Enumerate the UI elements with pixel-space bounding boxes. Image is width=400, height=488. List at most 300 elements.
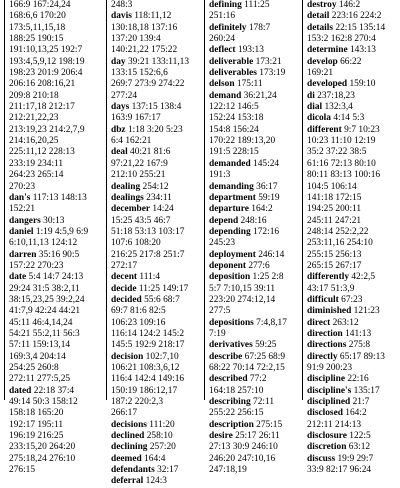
- index-entry: [111, 431, 201, 442]
- page-references: 248:16: [238, 215, 267, 226]
- index-continuation: 206:16 208:16,21: [9, 79, 76, 90]
- index-term: directions: [307, 340, 347, 351]
- index-term: demanded: [209, 158, 251, 169]
- page-references: 22:15 135:14: [333, 22, 386, 33]
- index-term: deflect: [209, 45, 236, 56]
- page-references: 159:10: [347, 79, 376, 90]
- page-references: 173:19: [256, 68, 286, 79]
- index-entry: [9, 227, 103, 238]
- index-continuation: 272:17: [111, 260, 138, 271]
- page-references: 39:21 133:11,13: [125, 56, 190, 67]
- index-term: depend: [209, 215, 239, 226]
- page-references: 72:11: [250, 397, 275, 408]
- index-continuation: 6:4 162:21: [111, 136, 152, 147]
- page-references: 275:15: [253, 419, 283, 430]
- page-references: 67:23: [338, 294, 363, 305]
- page-references: 21:7: [350, 397, 370, 408]
- page-references: 172:16: [250, 226, 280, 237]
- page-references: 234:11: [143, 192, 172, 203]
- page-references: 173:21: [253, 56, 282, 67]
- index-continuation: 266:17: [111, 408, 138, 419]
- index-term: deliverables: [209, 68, 257, 79]
- index-term: decisions: [111, 419, 147, 430]
- index-entry: [307, 397, 397, 408]
- index-entry: [9, 272, 103, 283]
- index-entry: [307, 352, 397, 363]
- index-entry: [209, 227, 299, 238]
- index-term: daniel: [9, 226, 34, 237]
- index-term: davis: [111, 11, 132, 22]
- index-term: disciplined: [307, 397, 351, 408]
- page-references: 25:17 26:11: [232, 431, 280, 442]
- index-entry: [209, 340, 299, 351]
- page-references: 117:13 148:13: [30, 192, 87, 203]
- index-entry: [307, 102, 397, 113]
- index-entry: [307, 318, 397, 329]
- index-entry: [307, 113, 397, 124]
- index-term: declined: [111, 431, 145, 442]
- page-references: 66:22: [337, 56, 362, 67]
- page-references: 59:25: [252, 340, 277, 351]
- index-entry: [307, 454, 397, 465]
- index-term: derivatives: [209, 340, 253, 351]
- index-continuation: 223:20 274:12,14: [209, 294, 276, 305]
- index-term: decided: [111, 294, 142, 305]
- index-continuation: 152:21: [9, 204, 36, 215]
- index-term: desire: [209, 431, 233, 442]
- page-references: 223:16 224:2: [329, 11, 382, 22]
- index-continuation: 269:7 273:9 274:22: [111, 79, 185, 90]
- index-term: dial: [307, 102, 323, 113]
- page-references: 258:10: [144, 431, 173, 442]
- index-continuation: 272:11 277:5,25: [9, 374, 71, 385]
- index-continuation: 225:11,12 228:13: [9, 147, 75, 158]
- page-references: 111:20: [146, 419, 175, 430]
- index-term: detail: [307, 11, 330, 22]
- index-continuation: 265:15 267:17: [307, 260, 362, 271]
- index-entry: [209, 352, 299, 363]
- index-continuation: 164:18 257:10: [209, 385, 264, 396]
- page-references: 254:12: [140, 181, 169, 192]
- index-entry: [209, 91, 299, 102]
- index-continuation: 35:2 37:22 38:5: [307, 147, 367, 158]
- index-continuation: 213:19,23 214:2,7,9: [9, 124, 85, 135]
- page-references: 65:17 89:13: [337, 351, 385, 362]
- index-entry: [111, 193, 201, 204]
- index-continuation: 168:6,6 170:20: [9, 11, 66, 22]
- index-continuation: 188:25 190:15: [9, 34, 64, 45]
- index-term: demand: [209, 90, 242, 101]
- index-entry: [307, 125, 397, 136]
- index-term: days: [111, 102, 130, 113]
- index-continuation: 173:5,11,15,18: [9, 22, 66, 33]
- page-references: 164:4: [141, 453, 166, 464]
- index-continuation: 211:17,18 212:17: [9, 102, 75, 113]
- index-entry: [209, 57, 299, 68]
- index-column-4: [302, 0, 400, 476]
- index-continuation: 157:22 270:23: [9, 260, 64, 271]
- index-continuation: 49:14 50:3 158:12: [9, 397, 78, 408]
- index-entry: [307, 295, 397, 306]
- index-entry: [307, 340, 397, 351]
- index-column-3: [204, 0, 302, 476]
- page-references: 263:12: [330, 317, 359, 328]
- index-continuation: 140:21,22 175:22: [111, 45, 178, 56]
- index-continuation: 38:15,23,25 39:2,24: [9, 294, 85, 305]
- index-entry: [111, 147, 201, 158]
- index-term: description: [209, 419, 254, 430]
- index-term: decent: [111, 272, 138, 283]
- index-continuation: 247:18,19: [209, 465, 247, 476]
- index-continuation: 106:23 109:16: [111, 317, 166, 328]
- index-term: deemed: [111, 453, 142, 464]
- index-entry: [111, 420, 201, 431]
- index-continuation: 194:25 200:11: [307, 204, 362, 215]
- index-continuation: 116:4 142:4 149:16: [111, 374, 185, 385]
- page-references: 19:9 29:7: [335, 453, 374, 464]
- index-term: defendants: [111, 465, 155, 476]
- index-continuation: 33:9 82:17 96:24: [307, 465, 372, 476]
- index-entry: [111, 182, 201, 193]
- index-term: discuss: [307, 453, 336, 464]
- index-continuation: 106:21 108:3,6,12: [111, 363, 180, 373]
- index-continuation: 248:3: [111, 0, 133, 10]
- index-entry: [209, 318, 299, 329]
- index-entry: [307, 386, 397, 397]
- index-term: dealing: [111, 181, 141, 192]
- index-continuation: 68:22 70:14 72:2,15: [209, 363, 285, 373]
- index-continuation: 255:15 256:13: [307, 249, 362, 260]
- index-term: develop: [307, 56, 338, 67]
- index-continuation: 276:15: [9, 465, 36, 476]
- index-continuation: 216:25 217:8 251:7: [111, 249, 185, 260]
- page-references: 164:2: [342, 408, 367, 419]
- page-references: 237:18,23: [314, 90, 355, 101]
- index-continuation: 116:14 124:2 145:2: [111, 328, 185, 339]
- index-entry: [307, 442, 397, 453]
- index-term: delson: [209, 79, 235, 90]
- page-references: 36:17: [253, 181, 278, 192]
- index-entry: [209, 261, 299, 272]
- index-term: developed: [307, 79, 348, 90]
- page-references: 32:17: [154, 465, 179, 476]
- index-continuation: 264:23 265:14: [9, 170, 64, 181]
- index-entry: [307, 91, 397, 102]
- index-continuation: 43:17 51:3,9: [307, 283, 355, 294]
- page-references: 164:2: [248, 204, 273, 215]
- index-entry: [9, 216, 103, 227]
- page-references: 36:21,24: [241, 90, 277, 101]
- index-continuation: 57:11 159:13,14: [9, 340, 71, 351]
- page-references: 22:16: [345, 374, 369, 385]
- index-continuation: 260:24: [209, 34, 236, 45]
- index-term: defining: [209, 0, 242, 10]
- index-continuation: 233:19 234:11: [9, 158, 64, 169]
- index-term: described: [209, 374, 248, 385]
- index-continuation: 191:10,13,25 192:7: [9, 45, 83, 56]
- page-references: 7:4,8,17: [253, 317, 287, 328]
- index-column-1: [4, 0, 106, 476]
- index-term: discipline: [307, 374, 346, 385]
- index-term: deponent: [209, 260, 246, 271]
- page-references: 9:7 10:23: [341, 124, 380, 135]
- index-term: dbz: [111, 124, 126, 135]
- index-entry: [209, 45, 299, 56]
- index-entry: [111, 57, 201, 68]
- page-references: 35:16 90:5: [36, 249, 80, 260]
- index-term: date: [9, 272, 27, 283]
- index-term: declining: [111, 442, 148, 453]
- index-continuation: 254:25 260:8: [9, 363, 59, 373]
- page-references: 146:2: [336, 0, 361, 10]
- index-term: disclosure: [307, 431, 347, 442]
- index-continuation: 122:12 146:5: [209, 102, 259, 113]
- index-entry: [111, 442, 201, 453]
- index-continuation: 7:19: [209, 328, 226, 339]
- index-entry: [307, 0, 397, 11]
- index-continuation: 233:15,20 264:20: [9, 442, 76, 453]
- page-references: 67:25 68:9: [242, 351, 286, 362]
- index-entry: [209, 397, 299, 408]
- page-references: 141:13: [342, 328, 372, 339]
- index-continuation: 152:24 153:18: [209, 113, 264, 124]
- index-continuation: 51:18 53:13 103:17: [111, 226, 185, 237]
- index-term: decision: [111, 351, 144, 362]
- page-references: 4:14 5:3: [330, 113, 365, 124]
- index-entry: [209, 204, 299, 215]
- index-term: deferral: [111, 476, 144, 487]
- index-entry: [209, 68, 299, 79]
- index-term: differently: [307, 272, 350, 283]
- index-term: direct: [307, 317, 331, 328]
- page-references: 246:14: [255, 249, 285, 260]
- index-term: disclosed: [307, 408, 343, 419]
- index-entry: [307, 408, 397, 419]
- index-term: dicola: [307, 113, 331, 124]
- index-entry: [111, 465, 201, 476]
- index-continuation: 107:6 108:20: [111, 238, 161, 249]
- index-continuation: 275:18,24 276:10: [9, 453, 76, 464]
- page-references: 122:5: [346, 431, 371, 442]
- index-continuation: 45:11 46:4,14,24: [9, 317, 73, 328]
- index-entry: [307, 431, 397, 442]
- index-entry: [209, 0, 299, 11]
- page-references: 11:25 149:17: [136, 283, 189, 294]
- index-entry: [111, 204, 201, 215]
- index-continuation: 212:11 214:13: [307, 419, 362, 430]
- index-entry: [209, 431, 299, 442]
- index-term: directly: [307, 351, 338, 362]
- index-continuation: 191:5 228:15: [209, 147, 259, 158]
- index-continuation: 61:16 72:13 80:10: [307, 158, 376, 169]
- page-references: 1:19 4:5,9 6:9: [33, 226, 89, 237]
- index-term: depending: [209, 226, 251, 237]
- page-references: 257:20: [147, 442, 176, 453]
- page-references: 121:23: [351, 306, 380, 317]
- index-continuation: 169:21: [307, 68, 334, 79]
- index-continuation: 212:21,22,23: [9, 113, 59, 124]
- index-term: dangers: [9, 215, 41, 226]
- index-term: deliverable: [209, 56, 254, 67]
- index-term: different: [307, 124, 342, 135]
- index-entry: [209, 216, 299, 227]
- index-entry: [111, 284, 201, 295]
- index-continuation: 137:20 139:4: [111, 34, 161, 45]
- index-entry: [9, 250, 103, 261]
- page-references: 1:18 3:20 5:23: [125, 124, 183, 135]
- index-continuation: 253:11,16 254:10: [307, 238, 373, 249]
- index-entry: [209, 23, 299, 34]
- index-continuation: 193:4,5,9,12 198:19: [9, 56, 85, 67]
- index-continuation: 15:25 43:5 46:7: [111, 215, 171, 226]
- index-continuation: 54:21 55:2,11 56:3: [9, 328, 80, 339]
- index-entry: [9, 193, 103, 204]
- index-continuation: 6:10,11,13 124:12: [9, 238, 78, 249]
- index-continuation: 245:11 247:21: [307, 215, 362, 226]
- index-entry: [111, 272, 201, 283]
- page-references: 118:11,12: [131, 11, 172, 22]
- index-term: describing: [209, 397, 251, 408]
- index-continuation: 133:15 152:6,6: [111, 68, 168, 79]
- index-term: department: [209, 192, 256, 203]
- page-references: 77:2: [247, 374, 267, 385]
- page-references: 193:13: [235, 45, 264, 56]
- page-references: 40:21 81:6: [127, 147, 171, 158]
- page-references: 277:6: [246, 260, 270, 271]
- index-term: difficult: [307, 294, 339, 305]
- index-entry: [111, 476, 201, 487]
- index-continuation: 150:19 186:12,17: [111, 385, 178, 396]
- index-term: demanding: [209, 181, 254, 192]
- page-references: 59:19: [255, 192, 280, 203]
- index-continuation: 163:9 167:17: [111, 113, 161, 124]
- index-term: departure: [209, 204, 249, 215]
- index-term: describe: [209, 351, 243, 362]
- index-continuation: 214:16,20,25: [9, 136, 59, 147]
- index-continuation: 251:16: [209, 11, 236, 22]
- index-term: discretion: [307, 442, 347, 453]
- index-entry: [209, 159, 299, 170]
- index-continuation: 169:3,4 204:14: [9, 351, 66, 362]
- page-references: 137:15 138:4: [129, 102, 182, 113]
- index-continuation: 170:22 189:13,20: [209, 136, 276, 147]
- index-term: deployment: [209, 249, 256, 260]
- index-entry: [111, 295, 201, 306]
- index-term: depositions: [209, 317, 254, 328]
- index-entry: [307, 11, 397, 22]
- index-term: dated: [9, 385, 32, 396]
- index-continuation: 41:7,9 42:24 44:21: [9, 306, 81, 317]
- index-continuation: 166:9 167:24,24: [9, 0, 71, 10]
- index-entry: [307, 45, 397, 56]
- index-entry: [307, 23, 397, 34]
- index-entry: [209, 374, 299, 385]
- index-continuation: 80:11 83:13 100:16: [307, 170, 381, 181]
- index-term: decide: [111, 283, 137, 294]
- index-continuation: 191:3: [209, 170, 231, 181]
- index-continuation: 97:21,22 167:9: [111, 158, 168, 169]
- index-term: details: [307, 22, 334, 33]
- page-references: 55:6 68:7: [141, 294, 180, 305]
- index-term: dealings: [111, 192, 144, 203]
- index-continuation: 141:18 172:15: [307, 192, 362, 203]
- index-term: deposition: [209, 272, 251, 283]
- index-continuation: 104:5 106:14: [307, 181, 357, 192]
- index-continuation: 5:7 7:10,15 39:11: [209, 283, 276, 294]
- index-term: deal: [111, 147, 128, 158]
- index-term: definitely: [209, 22, 247, 33]
- page-references: 111:4: [137, 272, 161, 283]
- index-entry: [307, 57, 397, 68]
- page-references: 22:18 37:4: [31, 385, 75, 396]
- index-entry: [307, 272, 397, 283]
- index-term: destroy: [307, 0, 337, 10]
- page-references: 175:11: [234, 79, 263, 90]
- page-references: 30:13: [40, 215, 65, 226]
- index-entry: [209, 79, 299, 90]
- index-entry: [111, 102, 201, 113]
- index-term: discipline's: [307, 385, 352, 396]
- index-entry: [209, 182, 299, 193]
- index-entry: [111, 454, 201, 465]
- page-references: 14:24: [150, 204, 174, 215]
- page-references: 1:25 2:8: [250, 272, 284, 283]
- page-references: 143:13: [347, 45, 376, 56]
- index-continuation: 248:14 252:2,22: [307, 226, 369, 237]
- page-references: 5:4 14:7 24:13: [26, 272, 84, 283]
- index-entry: [111, 125, 201, 136]
- index-continuation: 198:23 201:9 206:4: [9, 68, 83, 79]
- index-continuation: 153:2 162:8 270:4: [307, 34, 376, 45]
- index-continuation: 69:7 81:6 82:5: [111, 306, 166, 317]
- page-references: 135:17: [351, 385, 380, 396]
- index-continuation: 27:13 30:9 246:10: [209, 442, 278, 453]
- page-references: 145:24: [250, 158, 280, 169]
- index-continuation: 187:2 220:2,3: [111, 397, 164, 408]
- index-term: diminished: [307, 306, 352, 317]
- index-entry: [307, 306, 397, 317]
- index-term: dan's: [9, 192, 31, 203]
- index-column-2: [106, 0, 204, 487]
- index-entry: [307, 79, 397, 90]
- index-entry: [111, 11, 201, 22]
- page-references: 63:12: [346, 442, 371, 453]
- index-continuation: 154:8 156:24: [209, 124, 259, 135]
- index-term: determine: [307, 45, 348, 56]
- index-continuation: 91:9 200:23: [307, 363, 353, 373]
- index-continuation: 130:18,18 137:16: [111, 22, 178, 33]
- index-term: darren: [9, 249, 37, 260]
- index-continuation: 277:24: [111, 90, 138, 101]
- index-continuation: 255:22 256:15: [209, 408, 264, 419]
- index-entry: [307, 329, 397, 340]
- index-term: direction: [307, 328, 343, 339]
- index-continuation: 158:18 165:20: [9, 408, 64, 419]
- page-references: 102:7,10: [143, 351, 179, 362]
- page-references: 178:7: [246, 22, 271, 33]
- index-entry: [209, 272, 299, 283]
- index-continuation: 277:5: [209, 306, 231, 317]
- index-continuation: 245:23: [209, 238, 236, 249]
- page-references: 42:2,5: [349, 272, 376, 283]
- index-entry: [9, 386, 103, 397]
- index-entry: [209, 193, 299, 204]
- index-continuation: 196:19 216:25: [9, 431, 64, 442]
- index-continuation: 212:10 255:21: [111, 170, 166, 181]
- index-continuation: 270:23: [9, 181, 36, 192]
- index-continuation: 192:17 195:11: [9, 419, 64, 430]
- index-entry: [307, 374, 397, 385]
